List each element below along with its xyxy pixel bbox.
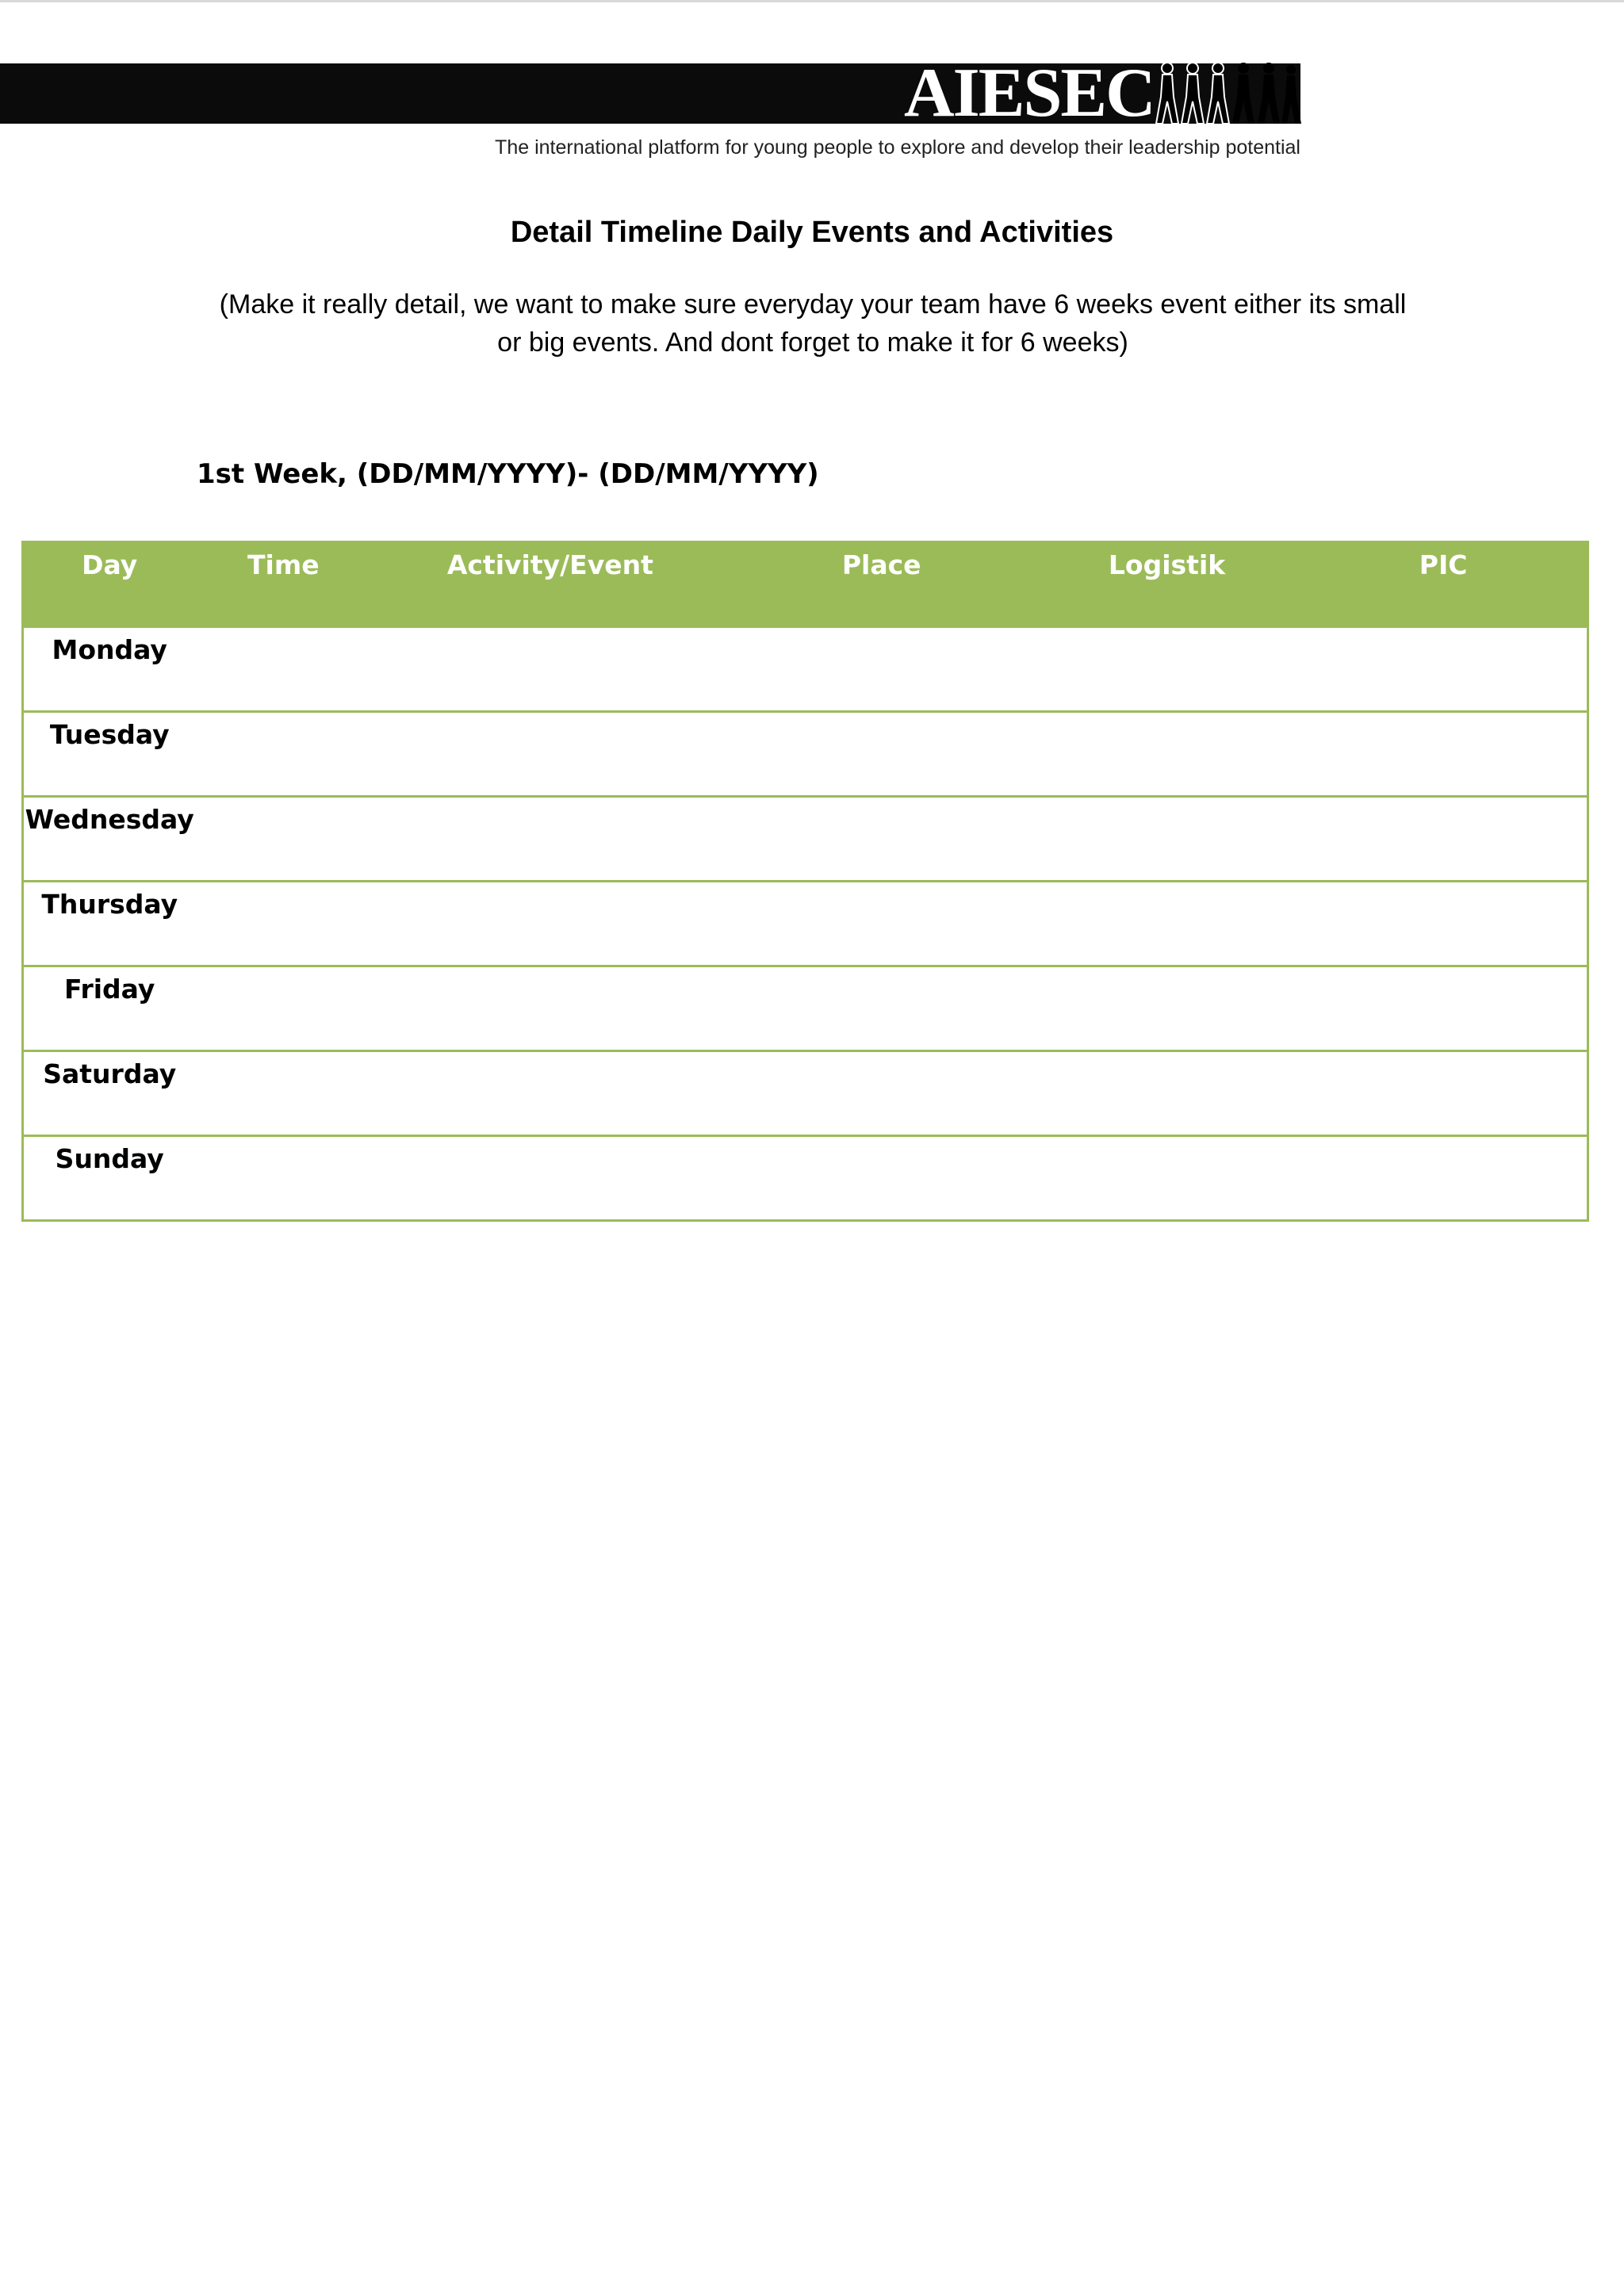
day-cell: Sunday	[23, 1136, 196, 1221]
place-cell	[730, 966, 1034, 1051]
logistik-cell	[1034, 1136, 1300, 1221]
top-rule	[0, 0, 1624, 2]
column-header-day: Day	[23, 542, 196, 627]
pic-cell	[1300, 627, 1588, 712]
day-cell: Saturday	[23, 1051, 196, 1136]
logo-text: AIESEC	[904, 55, 1155, 132]
activity-cell	[371, 882, 729, 966]
table-row	[23, 966, 1588, 1051]
time-cell	[195, 627, 371, 712]
table-row	[23, 797, 1588, 882]
time-cell	[195, 797, 371, 882]
table-header-row	[23, 542, 1588, 627]
aiesec-logo	[904, 52, 1300, 132]
time-cell	[195, 882, 371, 966]
column-header-activity: Activity/Event	[371, 542, 729, 627]
place-cell	[730, 627, 1034, 712]
column-header-pic: PIC	[1300, 542, 1588, 627]
column-header-logistik: Logistik	[1034, 542, 1300, 627]
place-cell	[730, 712, 1034, 797]
pic-cell	[1300, 966, 1588, 1051]
logistik-cell	[1034, 882, 1300, 966]
place-cell	[730, 1051, 1034, 1136]
time-cell	[195, 1051, 371, 1136]
activity-cell	[371, 797, 729, 882]
logistik-cell	[1034, 627, 1300, 712]
walking-people-icon	[1151, 60, 1302, 127]
day-cell: Thursday	[23, 882, 196, 966]
day-cell: Wednesday	[23, 797, 196, 882]
logistik-cell	[1034, 1051, 1300, 1136]
instructions-text: (Make it really detail, we want to make sure everyday your team have 6 weeks event either its small or big events. And dont forget to make it for 6 weeks)	[219, 289, 1407, 358]
timeline-table	[21, 541, 1589, 1222]
activity-cell	[371, 1136, 729, 1221]
place-cell	[730, 1136, 1034, 1221]
activity-cell	[371, 627, 729, 712]
activity-cell	[371, 1051, 729, 1136]
time-cell	[195, 712, 371, 797]
pic-cell	[1300, 882, 1588, 966]
day-cell: Friday	[23, 966, 196, 1051]
logistik-cell	[1034, 966, 1300, 1051]
activity-cell	[371, 966, 729, 1051]
place-cell	[730, 797, 1034, 882]
table-row	[23, 882, 1588, 966]
logistik-cell	[1034, 797, 1300, 882]
time-cell	[195, 1136, 371, 1221]
pic-cell	[1300, 1051, 1588, 1136]
day-cell: Tuesday	[23, 712, 196, 797]
table-row	[23, 1051, 1588, 1136]
column-header-time: Time	[195, 542, 371, 627]
column-header-place: Place	[730, 542, 1034, 627]
pic-cell	[1300, 712, 1588, 797]
table-row	[23, 627, 1588, 712]
week-label: 1st Week, (DD/MM/YYYY)- (DD/MM/YYYY)	[197, 458, 819, 490]
place-cell	[730, 882, 1034, 966]
activity-cell	[371, 712, 729, 797]
table-row	[23, 712, 1588, 797]
logistik-cell	[1034, 712, 1300, 797]
table-row	[23, 1136, 1588, 1221]
page-title: Detail Timeline Daily Events and Activities	[510, 216, 1114, 249]
pic-cell	[1300, 1136, 1588, 1221]
day-cell: Monday	[23, 627, 196, 712]
pic-cell	[1300, 797, 1588, 882]
time-cell	[195, 966, 371, 1051]
tagline: The international platform for young people to explore and develop their leadership potential	[495, 136, 1300, 159]
